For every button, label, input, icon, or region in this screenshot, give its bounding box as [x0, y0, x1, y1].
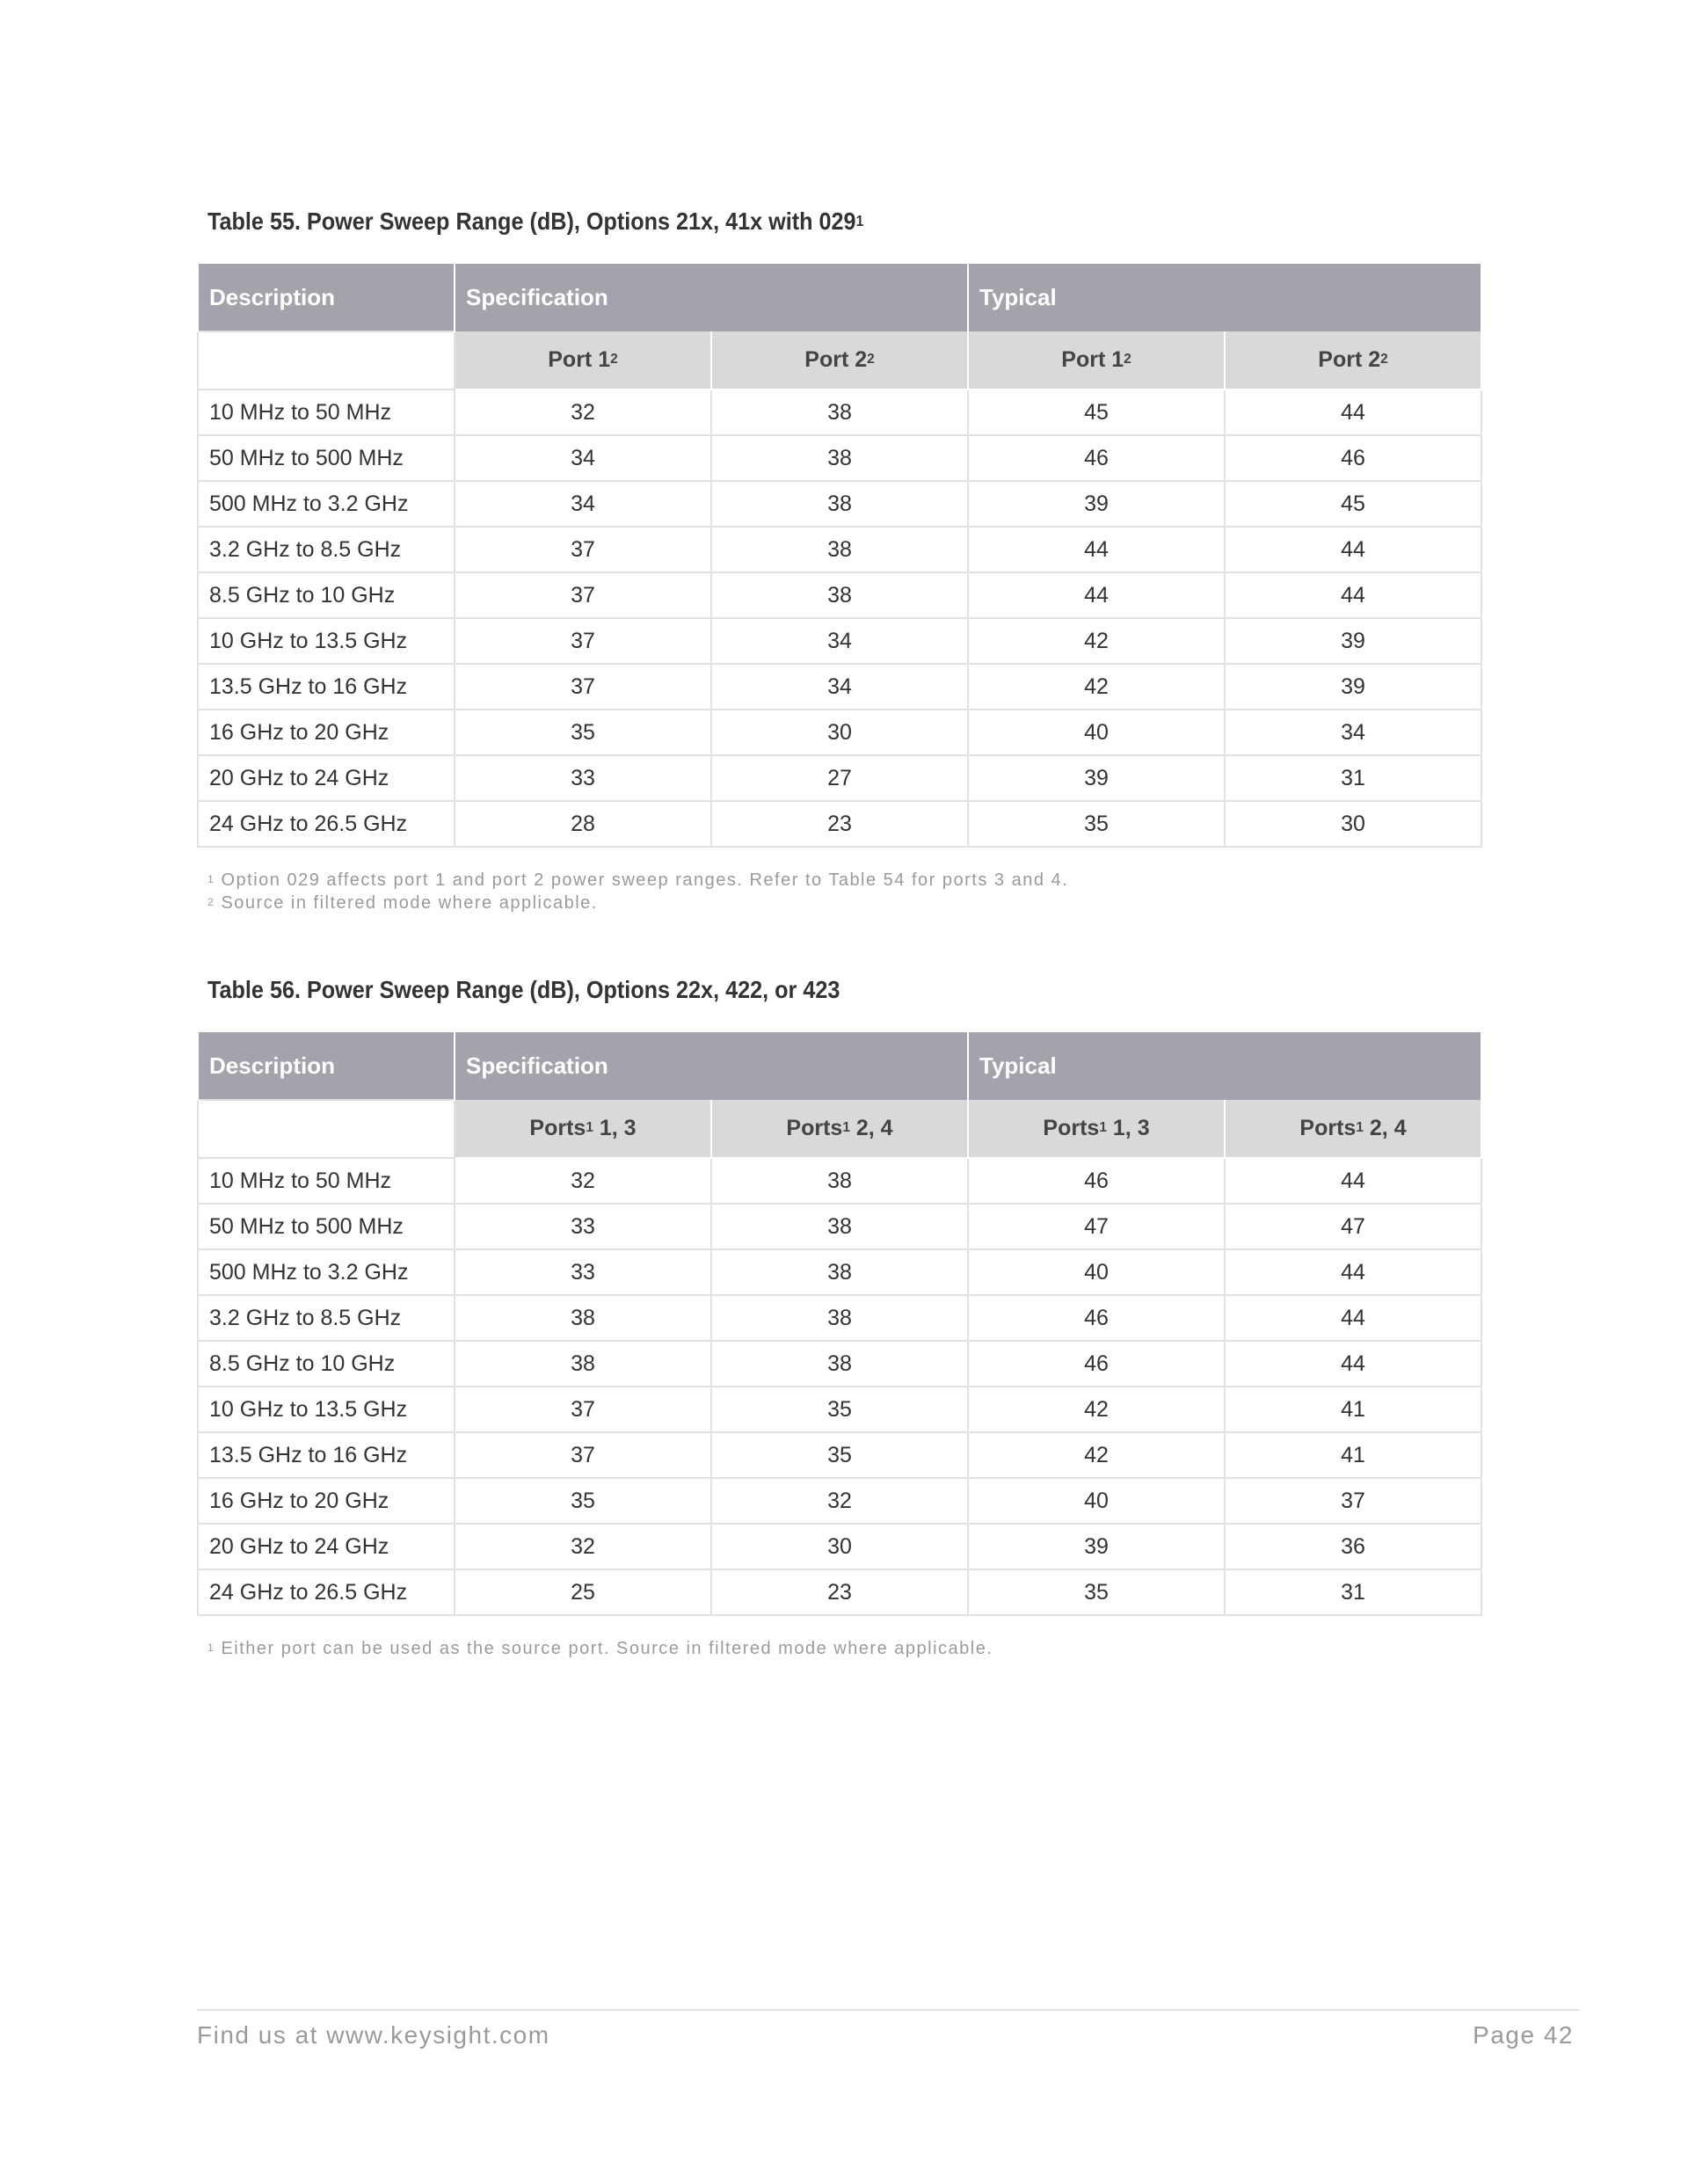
value-cell: 46 — [968, 1341, 1225, 1387]
header-description: Description — [198, 1031, 455, 1100]
footnote: $^2$ Source in filtered mode where applicable. — [207, 893, 598, 913]
value-cell: 34 — [711, 618, 968, 664]
value-cell: 32 — [455, 389, 711, 435]
frequency-range-cell: 24 GHz to 26.5 GHz — [198, 801, 455, 847]
value-cell: 42 — [968, 664, 1225, 710]
footer-website-link[interactable]: Find us at www.keysight.com — [197, 2021, 550, 2049]
subheader-spec-ports-1-3: Ports$^1$ 1, 3 — [455, 1100, 711, 1158]
value-cell: 41 — [1225, 1432, 1481, 1478]
value-cell: 25 — [455, 1569, 711, 1615]
value-cell: 47 — [1225, 1204, 1481, 1249]
frequency-range-cell: 10 GHz to 13.5 GHz — [198, 618, 455, 664]
frequency-range-cell: 3.2 GHz to 8.5 GHz — [198, 527, 455, 572]
table-row — [198, 664, 1481, 710]
table-row — [198, 389, 1481, 435]
table-row — [198, 710, 1481, 755]
table-row — [198, 1249, 1481, 1295]
table-row — [198, 572, 1481, 618]
value-cell: 37 — [455, 618, 711, 664]
table-56-block — [197, 972, 1481, 1660]
table-row — [198, 527, 1481, 572]
value-cell: 44 — [1225, 1341, 1481, 1387]
value-cell: 44 — [1225, 1249, 1481, 1295]
value-cell: 34 — [711, 664, 968, 710]
value-cell: 35 — [455, 710, 711, 755]
header-description: Description — [198, 263, 455, 331]
value-cell: 47 — [968, 1204, 1225, 1249]
value-cell: 28 — [455, 801, 711, 847]
value-cell: 33 — [455, 1249, 711, 1295]
value-cell: 39 — [968, 755, 1225, 801]
frequency-range-cell: 500 MHz to 3.2 GHz — [198, 481, 455, 527]
table-footnotes — [207, 869, 1481, 914]
frequency-range-cell: 10 GHz to 13.5 GHz — [198, 1387, 455, 1432]
title-footnote-mark: 1 — [855, 211, 864, 229]
value-cell: 44 — [1225, 389, 1481, 435]
frequency-range-cell: 500 MHz to 3.2 GHz — [198, 1249, 455, 1295]
table-title-text: Table 56. Power Sweep Range (dB), Options 22x, 422, or 423 — [207, 976, 840, 1003]
value-cell: 46 — [968, 1158, 1225, 1204]
table-title-text: Table 55. Power Sweep Range (dB), Options 21x, 41x with 029 — [207, 207, 856, 235]
value-cell: 38 — [711, 1158, 968, 1204]
value-cell: 39 — [968, 1524, 1225, 1569]
value-cell: 39 — [1225, 618, 1481, 664]
value-cell: 38 — [711, 389, 968, 435]
value-cell: 42 — [968, 1432, 1225, 1478]
value-cell: 38 — [711, 435, 968, 481]
table-55-block — [197, 204, 1481, 914]
value-cell: 40 — [968, 1478, 1225, 1524]
value-cell: 36 — [1225, 1524, 1481, 1569]
header-typical: Typical — [968, 1031, 1481, 1100]
table-title — [207, 972, 1353, 1008]
spec-table — [197, 262, 1482, 848]
value-cell: 30 — [711, 710, 968, 755]
value-cell: 37 — [455, 1432, 711, 1478]
subheader-blank — [198, 1100, 455, 1158]
value-cell: 31 — [1225, 1569, 1481, 1615]
value-cell: 42 — [968, 618, 1225, 664]
value-cell: 35 — [711, 1387, 968, 1432]
value-cell: 32 — [455, 1158, 711, 1204]
value-cell: 44 — [1225, 1158, 1481, 1204]
value-cell: 23 — [711, 801, 968, 847]
subheader-spec-port-1: Port $1^2$ — [455, 331, 711, 389]
table-row — [198, 481, 1481, 527]
value-cell: 44 — [1225, 572, 1481, 618]
frequency-range-cell: 50 MHz to 500 MHz — [198, 435, 455, 481]
value-cell: 38 — [455, 1295, 711, 1341]
value-cell: 32 — [455, 1524, 711, 1569]
value-cell: 27 — [711, 755, 968, 801]
table-row — [198, 1295, 1481, 1341]
frequency-range-cell: 10 MHz to 50 MHz — [198, 389, 455, 435]
frequency-range-cell: 3.2 GHz to 8.5 GHz — [198, 1295, 455, 1341]
table-row — [198, 801, 1481, 847]
value-cell: 44 — [968, 527, 1225, 572]
value-cell: 45 — [1225, 481, 1481, 527]
table-row — [198, 435, 1481, 481]
subheader-typical-port-1: Port $1^2$ — [968, 331, 1225, 389]
frequency-range-cell: 20 GHz to 24 GHz — [198, 1524, 455, 1569]
value-cell: 38 — [711, 572, 968, 618]
table-row — [198, 1341, 1481, 1387]
value-cell: 38 — [711, 527, 968, 572]
page-footer — [197, 2009, 1579, 2049]
subheader-typical-ports-2-4: Ports$^1$ 2, 4 — [1225, 1100, 1481, 1158]
value-cell: 41 — [1225, 1387, 1481, 1432]
footnote: $^1$ Either port can be used as the source port. Source in filtered mode where applicable. — [207, 1639, 993, 1658]
header-specification: Specification — [455, 1031, 968, 1100]
spec-table — [197, 1030, 1482, 1616]
value-cell: 42 — [968, 1387, 1225, 1432]
value-cell: 32 — [711, 1478, 968, 1524]
value-cell: 38 — [711, 1204, 968, 1249]
table-row — [198, 1387, 1481, 1432]
subheader-spec-ports-2-4: Ports$^1$ 2, 4 — [711, 1100, 968, 1158]
value-cell: 37 — [1225, 1478, 1481, 1524]
frequency-range-cell: 10 MHz to 50 MHz — [198, 1158, 455, 1204]
value-cell: 35 — [968, 801, 1225, 847]
subheader-typical-ports-1-3: Ports$^1$ 1, 3 — [968, 1100, 1225, 1158]
table-row — [198, 1524, 1481, 1569]
table-row — [198, 618, 1481, 664]
value-cell: 37 — [455, 664, 711, 710]
table-row — [198, 1158, 1481, 1204]
frequency-range-cell: 50 MHz to 500 MHz — [198, 1204, 455, 1249]
value-cell: 34 — [455, 481, 711, 527]
value-cell: 30 — [1225, 801, 1481, 847]
value-cell: 35 — [711, 1432, 968, 1478]
value-cell: 46 — [968, 435, 1225, 481]
value-cell: 35 — [455, 1478, 711, 1524]
value-cell: 38 — [455, 1341, 711, 1387]
value-cell: 38 — [711, 1341, 968, 1387]
value-cell: 33 — [455, 1204, 711, 1249]
value-cell: 46 — [968, 1295, 1225, 1341]
table-body — [198, 1158, 1481, 1615]
subheader-typical-port-2: Port $2^2$ — [1225, 331, 1481, 389]
value-cell: 39 — [968, 481, 1225, 527]
table-row — [198, 1204, 1481, 1249]
frequency-range-cell: 8.5 GHz to 10 GHz — [198, 1341, 455, 1387]
frequency-range-cell: 16 GHz to 20 GHz — [198, 710, 455, 755]
frequency-range-cell: 24 GHz to 26.5 GHz — [198, 1569, 455, 1615]
frequency-range-cell: 13.5 GHz to 16 GHz — [198, 1432, 455, 1478]
value-cell: 38 — [711, 1249, 968, 1295]
table-row — [198, 1432, 1481, 1478]
value-cell: 35 — [968, 1569, 1225, 1615]
value-cell: 37 — [455, 572, 711, 618]
table-title — [207, 204, 1353, 239]
value-cell: 39 — [1225, 664, 1481, 710]
table-row — [198, 1478, 1481, 1524]
table-body — [198, 389, 1481, 847]
value-cell: 40 — [968, 710, 1225, 755]
value-cell: 30 — [711, 1524, 968, 1569]
value-cell: 23 — [711, 1569, 968, 1615]
frequency-range-cell: 16 GHz to 20 GHz — [198, 1478, 455, 1524]
value-cell: 45 — [968, 389, 1225, 435]
value-cell: 33 — [455, 755, 711, 801]
table-footnotes — [207, 1637, 1481, 1660]
value-cell: 34 — [1225, 710, 1481, 755]
subheader-spec-port-2: Port $2^2$ — [711, 331, 968, 389]
value-cell: 37 — [455, 527, 711, 572]
value-cell: 34 — [455, 435, 711, 481]
value-cell: 44 — [968, 572, 1225, 618]
frequency-range-cell: 20 GHz to 24 GHz — [198, 755, 455, 801]
value-cell: 46 — [1225, 435, 1481, 481]
header-specification: Specification — [455, 263, 968, 331]
value-cell: 37 — [455, 1387, 711, 1432]
table-row — [198, 1569, 1481, 1615]
frequency-range-cell: 13.5 GHz to 16 GHz — [198, 664, 455, 710]
value-cell: 38 — [711, 481, 968, 527]
value-cell: 31 — [1225, 755, 1481, 801]
table-row — [198, 755, 1481, 801]
value-cell: 44 — [1225, 1295, 1481, 1341]
subheader-blank — [198, 331, 455, 389]
frequency-range-cell: 8.5 GHz to 10 GHz — [198, 572, 455, 618]
page-number: Page 42 — [1473, 2021, 1574, 2049]
header-typical: Typical — [968, 263, 1481, 331]
footnote: $^1$ Option 029 affects port 1 and port 2 power sweep ranges. Refer to Table 54 for ports 3 and 4. — [207, 870, 1069, 890]
value-cell: 40 — [968, 1249, 1225, 1295]
value-cell: 38 — [711, 1295, 968, 1341]
value-cell: 44 — [1225, 527, 1481, 572]
